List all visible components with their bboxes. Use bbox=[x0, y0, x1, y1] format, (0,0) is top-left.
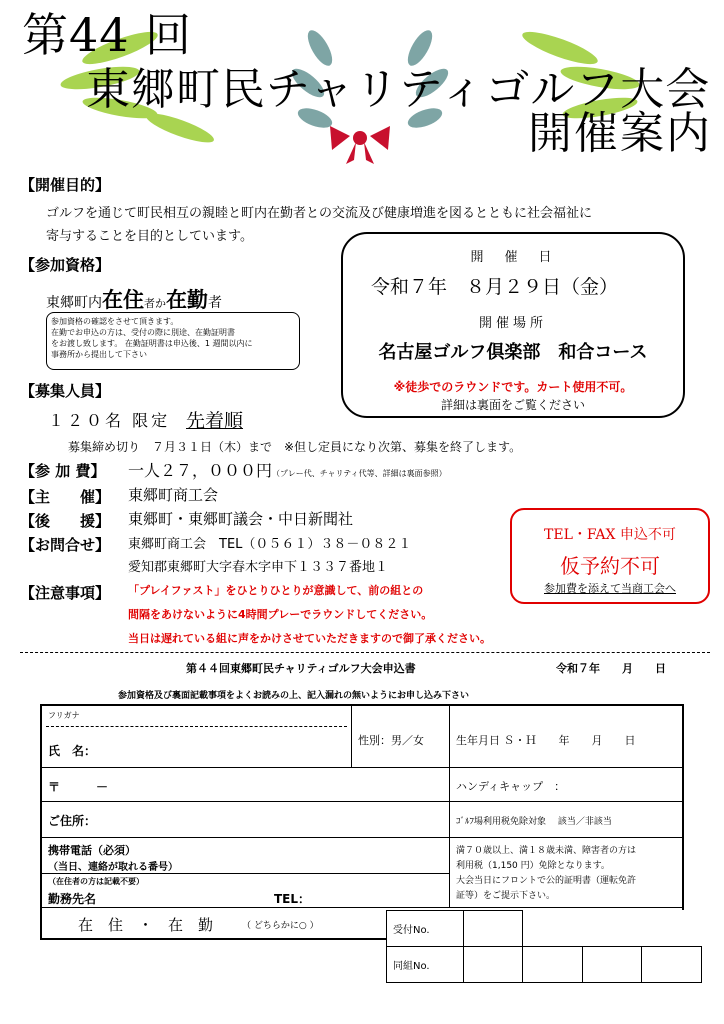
recruit-heading: 【募集人員】 bbox=[20, 382, 111, 400]
event-date-label: 開 催 日 bbox=[470, 250, 556, 265]
eligibility-note-1: 参加資格の確認をさせて頂きます。 bbox=[51, 317, 179, 326]
event-warning: ※徒歩でのラウンドです。カート使用不可。 bbox=[393, 380, 633, 394]
recruit-deadline: 募集締め切り ７月３１日（木）まで ※但し定員になり次第、募集を終了します。 bbox=[68, 440, 522, 454]
event-venue-label: 開催場所 bbox=[478, 316, 547, 331]
purpose-line1: ゴルフを通じて町民相互の親睦と町内在勤者との交流及び健康増進を図るとともに社会福祉に bbox=[46, 206, 593, 221]
birth-label: 生年月日 Ｓ・Ｈ 年 月 日 bbox=[456, 734, 636, 747]
reception-label: 受付No. bbox=[387, 911, 464, 947]
notice-line2: 仮予約不可 bbox=[560, 554, 660, 578]
caution-line1: 「プレイファスト」をひとりひとりが意識して、前の組との bbox=[128, 584, 424, 597]
mobile-label: 携帯電話（必須） bbox=[48, 844, 136, 857]
tax-note-3: 大会当日にフロントで公的証明書（運転免許 bbox=[456, 876, 637, 886]
notice-box bbox=[510, 508, 710, 604]
postal-cell[interactable] bbox=[42, 768, 450, 802]
eligibility-text-c: 者か bbox=[144, 297, 166, 310]
eligibility-note-3: をお渡し致します。 在勤証明書は申込後、1 週間以内に bbox=[51, 339, 253, 348]
name-label: 氏 名： bbox=[48, 744, 97, 758]
fee-value-line bbox=[128, 458, 447, 481]
work-label: 勤務先名 bbox=[48, 892, 97, 906]
work-note: （在住者の方は記載不要） bbox=[48, 877, 144, 886]
fee-value: 一人２７，０００円 bbox=[128, 461, 273, 480]
postal-label: 〒 － bbox=[48, 780, 109, 794]
group-box-4[interactable] bbox=[642, 947, 702, 983]
eligibility-note-4: 事務所から提出して下さい bbox=[51, 350, 147, 359]
eligibility-resident: 在住 bbox=[102, 288, 144, 312]
group-box-3[interactable] bbox=[582, 947, 642, 983]
title-guide: 開催案内 bbox=[528, 108, 712, 159]
event-venue-value: 名古屋ゴルフ倶楽部 和合コース bbox=[378, 342, 648, 363]
host-value: 東郷町商工会 bbox=[128, 486, 219, 504]
name-cell[interactable] bbox=[42, 706, 352, 768]
residence-note: （ どちらかに○ ） bbox=[242, 921, 319, 931]
event-date-value: 令和７年 ８月２９日（金） bbox=[371, 276, 619, 298]
mobile-cell[interactable] bbox=[42, 838, 450, 874]
mobile-note: （当日、連絡が取れる番号） bbox=[48, 862, 178, 873]
caution-line3: 当日は遅れている組に声をかけさせていただきますので御了承ください。 bbox=[128, 632, 491, 645]
residence-cell[interactable] bbox=[42, 908, 386, 940]
event-info-box bbox=[341, 232, 685, 418]
tax-note-4: 証等）をご提示下さい。 bbox=[456, 891, 556, 901]
title-edition: 第44 回 bbox=[22, 8, 193, 62]
recruit-count: １２０名 限定 bbox=[48, 411, 171, 430]
cut-line bbox=[20, 652, 710, 653]
purpose-line2: 寄与することを目的としています。 bbox=[46, 229, 253, 244]
reception-table bbox=[386, 910, 702, 983]
eligibility-note-2: 在勤でお申込の方は、受付の際に別途、在勤証明書 bbox=[51, 328, 235, 337]
eligibility-text bbox=[46, 284, 222, 314]
handicap-label: ハンディキャップ ： bbox=[456, 780, 566, 793]
contact-line1: 東郷町商工会 TEL（０５６１）３８－０８２１ bbox=[128, 537, 412, 552]
address-cell[interactable] bbox=[42, 802, 450, 838]
eligibility-worker: 在勤 bbox=[166, 288, 208, 312]
group-label: 同組No. bbox=[387, 947, 464, 983]
fee-note: （プレー代、チャリティ代等、詳細は裏面参照） bbox=[272, 469, 447, 478]
work-tel-label: TEL： bbox=[274, 892, 311, 906]
furigana-label: フリガナ bbox=[48, 711, 80, 720]
contact-heading: 【お問合せ】 bbox=[20, 536, 111, 554]
tax-note-cell bbox=[450, 838, 682, 908]
tax-note-2: 利用税（1,150 円）免除となります。 bbox=[456, 861, 610, 871]
tax-cell[interactable] bbox=[450, 802, 682, 838]
tax-label: ｺﾞﾙﾌ場利用税免除対象 該当／非該当 bbox=[456, 817, 612, 827]
notice-line1: TEL・FAX 申込不可 bbox=[544, 527, 676, 543]
title-event-name: 東郷町民チャリティゴルフ大会 bbox=[86, 64, 711, 115]
eligibility-heading: 【参加資格】 bbox=[20, 256, 111, 274]
group-box-1[interactable] bbox=[463, 947, 523, 983]
purpose-heading: 【開催目的】 bbox=[20, 176, 111, 194]
support-heading: 【後 援】 bbox=[20, 512, 111, 530]
reception-box[interactable] bbox=[463, 911, 523, 947]
support-value: 東郷町・東郷町議会・中日新聞社 bbox=[128, 510, 354, 528]
address-label: ご住所： bbox=[48, 814, 97, 828]
recruit-first-come: 先着順 bbox=[186, 410, 244, 432]
eligibility-note-box bbox=[46, 312, 300, 370]
eligibility-text-e: 者 bbox=[208, 295, 222, 311]
form-date: 令和７年 月 日 bbox=[556, 662, 666, 675]
group-box-2[interactable] bbox=[523, 947, 583, 983]
residence-label: 在 住 ・ 在 勤 bbox=[78, 916, 214, 934]
application-form bbox=[40, 704, 684, 940]
gender-cell[interactable] bbox=[352, 706, 450, 768]
eligibility-text-a: 東郷町内 bbox=[46, 295, 102, 311]
ribbon-bow-icon bbox=[330, 126, 390, 164]
handicap-cell[interactable] bbox=[450, 768, 682, 802]
fee-heading: 【参 加 費】 bbox=[20, 462, 106, 480]
form-instruction: 参加資格及び裏面記載事項をよくお読みの上、記入漏れの無いようにお申し込み下さい bbox=[118, 691, 470, 701]
birth-cell[interactable] bbox=[450, 706, 682, 768]
caution-line2: 間隔をあけないように4時間プレーでラウンドしてください。 bbox=[128, 608, 433, 621]
caution-heading: 【注意事項】 bbox=[20, 584, 111, 602]
workplace-cell[interactable] bbox=[42, 874, 450, 908]
form-title: 第４４回東郷町民チャリティゴルフ大会申込書 bbox=[186, 662, 416, 675]
event-details: 詳細は裏面をご覧ください bbox=[440, 398, 585, 412]
contact-line2: 愛知郡東郷町大字春木字申下１３３７番地１ bbox=[128, 560, 389, 575]
tax-note-1: 満７０歳以上、満１８歳未満、障害者の方は bbox=[456, 846, 637, 856]
host-heading: 【主 催】 bbox=[20, 488, 111, 506]
gender-label: 性別：男／女 bbox=[358, 734, 424, 747]
notice-line3: 参加費を添えて当商工会へ bbox=[544, 582, 676, 595]
